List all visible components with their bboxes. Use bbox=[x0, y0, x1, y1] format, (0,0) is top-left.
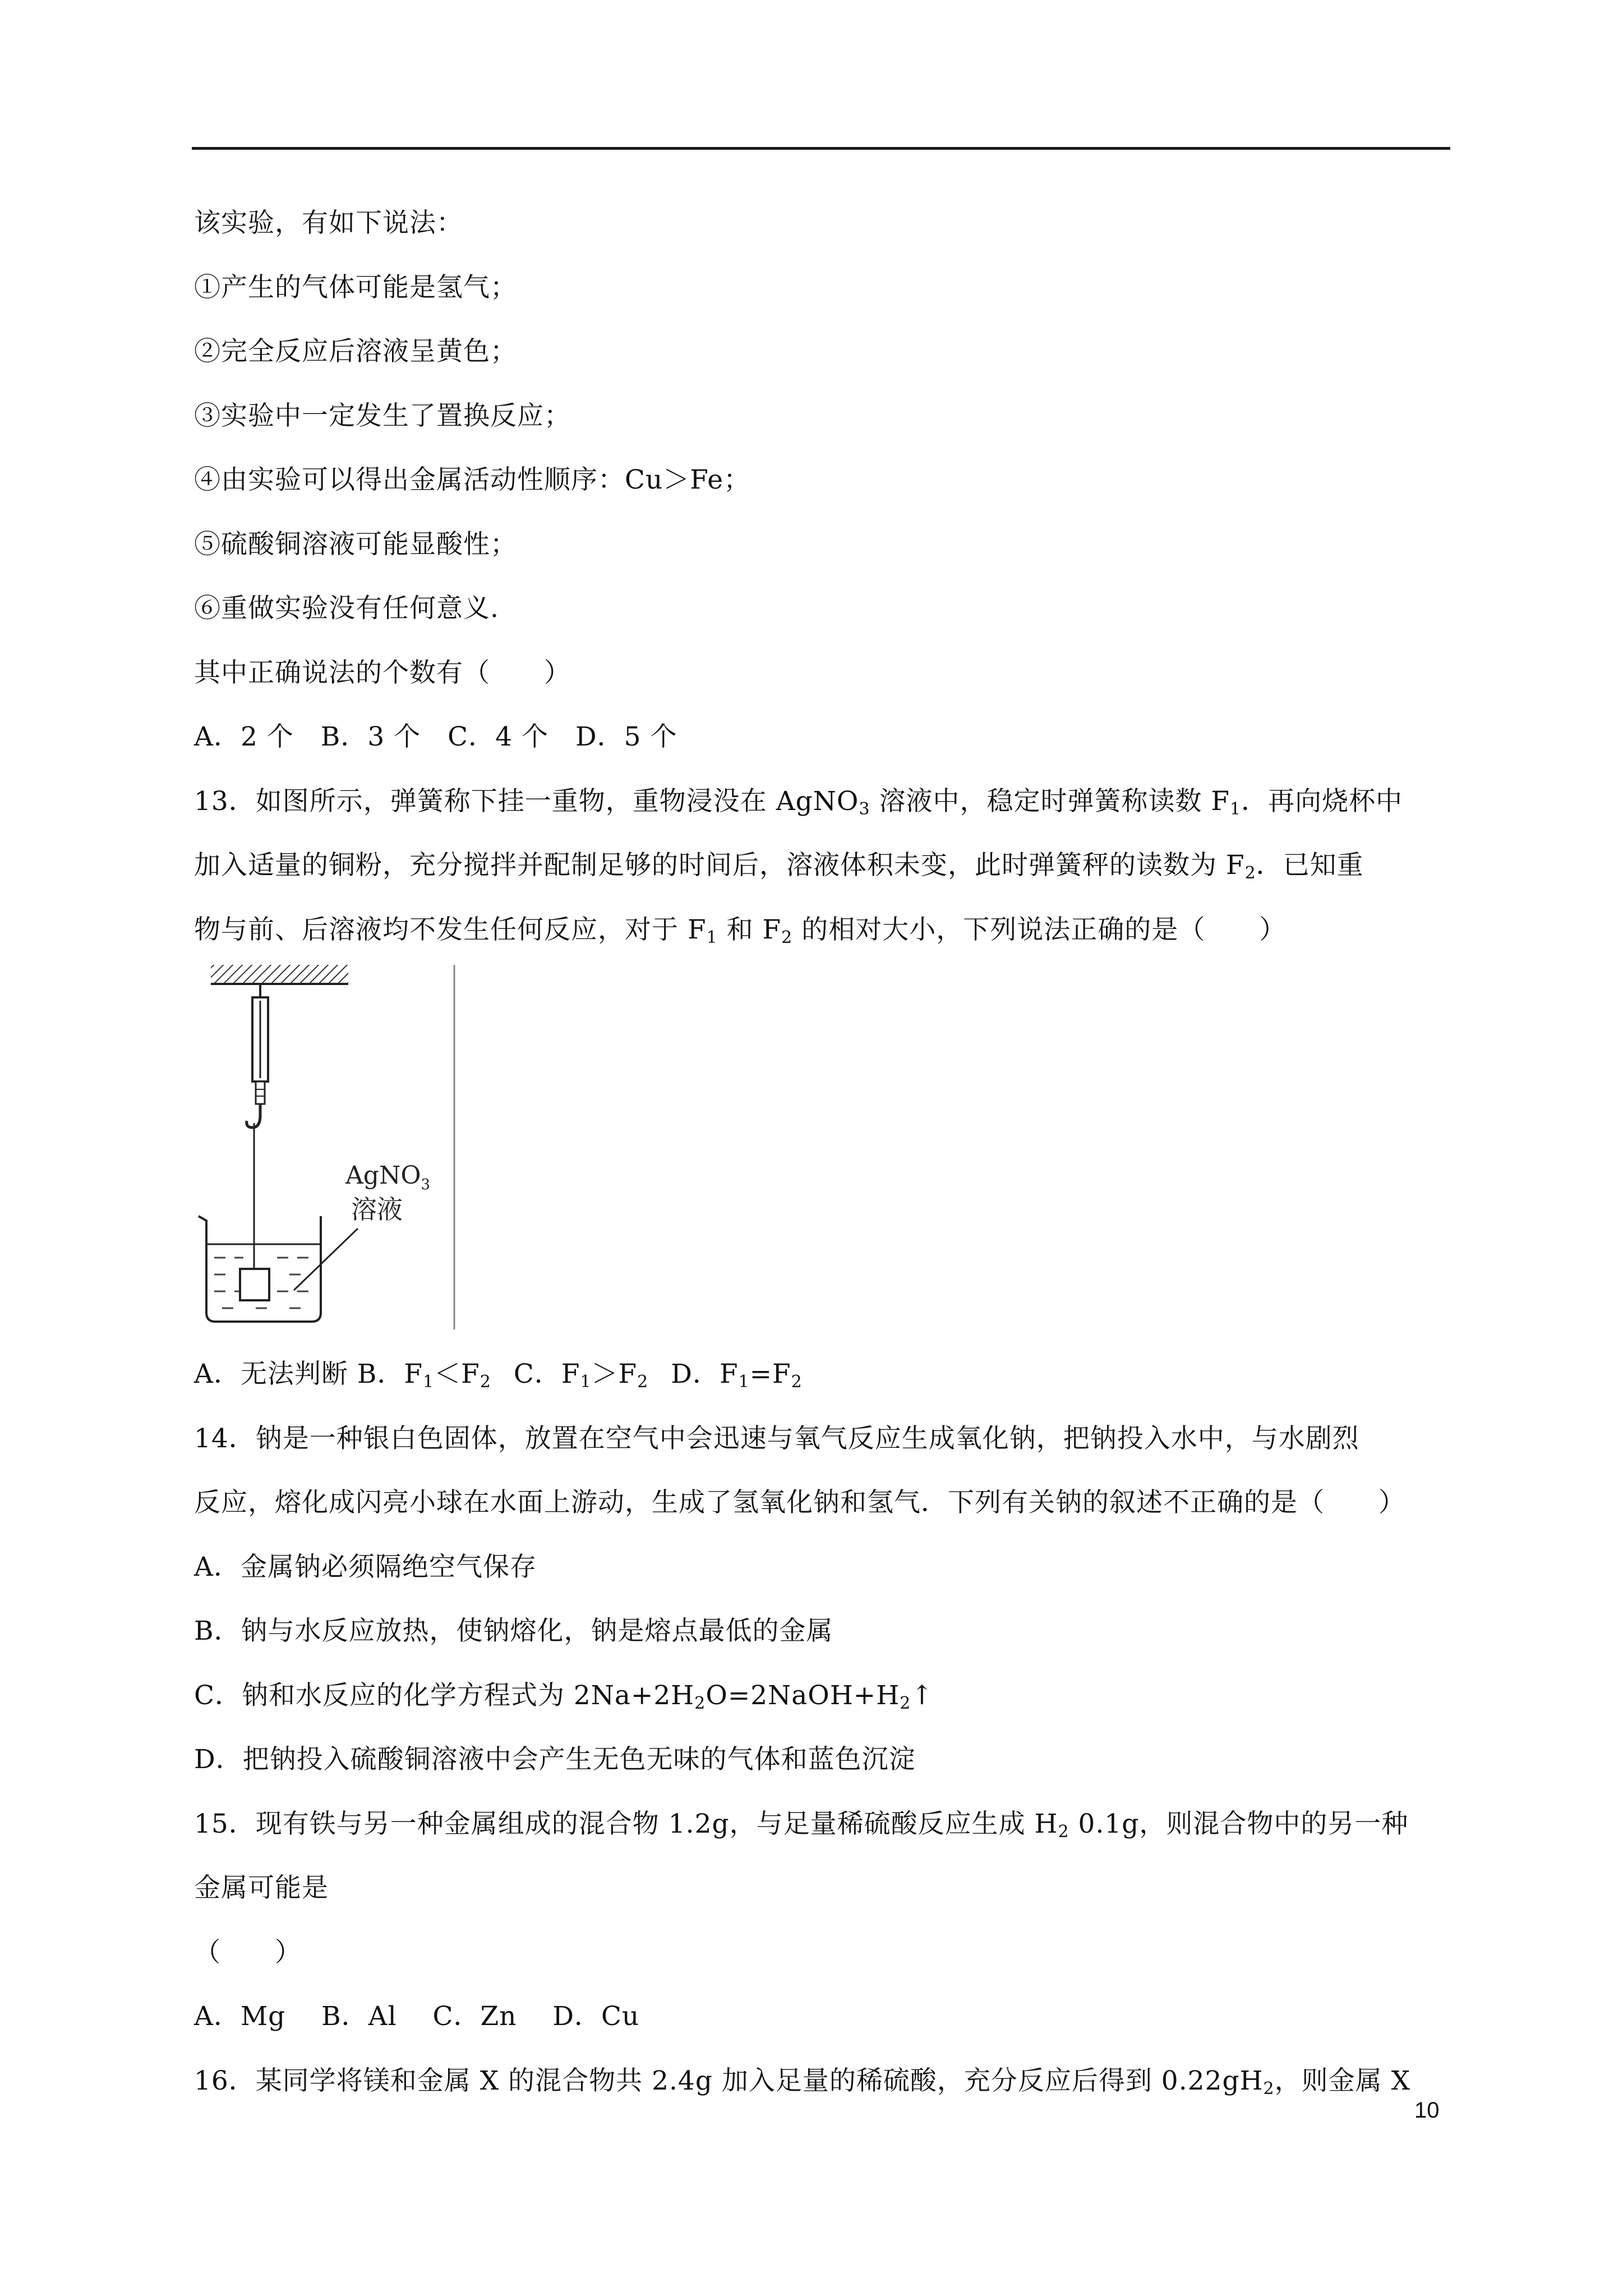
question-15-options: A．Mg B．Al C．Zn D．Cu bbox=[194, 2001, 640, 2032]
question-12-options: A．2 个 B．3 个 C．4 个 D．5 个 bbox=[194, 721, 677, 752]
intro-text: 该实验，有如下说法： bbox=[194, 208, 463, 238]
question-12-stem: 其中正确说法的个数有（ ） bbox=[194, 657, 571, 688]
question-14-option-a: A．金属钠必须隔绝空气保存 bbox=[194, 1552, 537, 1582]
q13-subscript: 2 bbox=[781, 928, 793, 947]
q13-subscript: 3 bbox=[859, 799, 870, 819]
question-16-line-1: 16．某同学将镁和金属 X 的混合物共 2.4g 加入足量的稀硫酸，充分反应后得到 $0.22gH_2$，则金属 X bbox=[194, 2065, 1411, 2099]
question-15-line-1: 15．现有铁与另一种金属组成的混合物 1.2g，与足量稀硫酸反应生成 $H_2$ 0.1g，则混合物中的另一种 bbox=[194, 1809, 1409, 1842]
q13-option-d: D．$F_1=F_2$ bbox=[671, 1359, 803, 1392]
q13-option-b: B．$F_1<F_2$ bbox=[357, 1359, 491, 1392]
question-13-line-2 bbox=[194, 849, 1364, 882]
spring-balance-rod bbox=[256, 1082, 265, 1104]
question-13-line-3 bbox=[194, 913, 1286, 947]
page-number: 10 bbox=[1414, 2098, 1440, 2123]
q13-text: 溶液中，稳定时弹簧称读数 F bbox=[870, 786, 1230, 817]
solution-label: 溶液 bbox=[351, 1194, 403, 1225]
q13-text: ．已知重 bbox=[1256, 850, 1364, 881]
q13-text: 加入适量的铜粉，充分搅拌并配制足够的时间后，溶液体积未变，此时弹簧秤的读数为 F bbox=[194, 850, 1245, 881]
q13-text: 和 F bbox=[717, 914, 782, 945]
q13-text: 13．如图所示，弹簧称下挂一重物，重物浸没在 AgNO bbox=[194, 786, 859, 817]
label-leader-line bbox=[294, 1228, 358, 1290]
question-15-line-3: （ ） bbox=[194, 1937, 302, 1968]
question-14-option-c: C．钠和水反应的化学方程式为 $2Na+2H_2O=2NaOH+H_2↑$ bbox=[194, 1680, 934, 1713]
q13-subscript: 2 bbox=[1244, 863, 1256, 883]
question-15-line-2: 金属可能是 bbox=[194, 1872, 329, 1903]
q13-option-a: A．无法判断 bbox=[194, 1359, 348, 1389]
question-14-option-b: B．钠与水反应放热，使钠熔化，钠是熔点最低的金属 bbox=[194, 1616, 833, 1646]
q13-subscript: 1 bbox=[1230, 799, 1242, 819]
q13-subscript: 1 bbox=[706, 928, 718, 947]
statement-1: ①产生的气体可能是氢气； bbox=[194, 272, 517, 303]
statement-3: ③实验中一定发生了置换反应； bbox=[194, 401, 571, 431]
statement-6: ⑥重做实验没有任何意义. bbox=[194, 593, 499, 624]
question-13-line-1 bbox=[194, 785, 1403, 818]
spring-balance-figure bbox=[194, 965, 458, 1329]
weight-block bbox=[240, 1269, 269, 1300]
header-rule bbox=[192, 147, 1450, 150]
question-13-options bbox=[194, 1358, 803, 1391]
ceiling-hatch bbox=[211, 965, 348, 984]
question-14-line-2: 反应，熔化成闪亮小球在水面上游动，生成了氢氧化钠和氢气．下列有关钠的叙述不正确的是（ ） bbox=[194, 1487, 1405, 1518]
question-14-option-d: D．把钠投入硫酸铜溶液中会产生无色无味的气体和蓝色沉淀 bbox=[194, 1744, 916, 1775]
question-14-line-1: 14．钠是一种银白色固体，放置在空气中会迅速与氧气反应生成氧化钠，把钠投入水中，与水剧烈 bbox=[194, 1423, 1359, 1454]
statement-5: ⑤硫酸铜溶液可能显酸性； bbox=[194, 529, 517, 560]
q13-option-c: C．$F_1>F_2$ bbox=[513, 1359, 649, 1392]
statement-2: ②完全反应后溶液呈黄色； bbox=[194, 336, 517, 367]
q13-text: 的相对大小，下列说法正确的是（ ） bbox=[792, 914, 1287, 945]
q13-text: ．再向烧杯中 bbox=[1241, 786, 1403, 817]
agno3-label: AgNO$_3$ bbox=[345, 1161, 431, 1193]
spring-balance-diagram bbox=[194, 965, 458, 1329]
q13-text: 物与前、后溶液均不发生任何反应，对于 F bbox=[194, 914, 707, 945]
statement-4: ④由实验可以得出金属活动性顺序：Cu＞Fe； bbox=[194, 464, 751, 495]
